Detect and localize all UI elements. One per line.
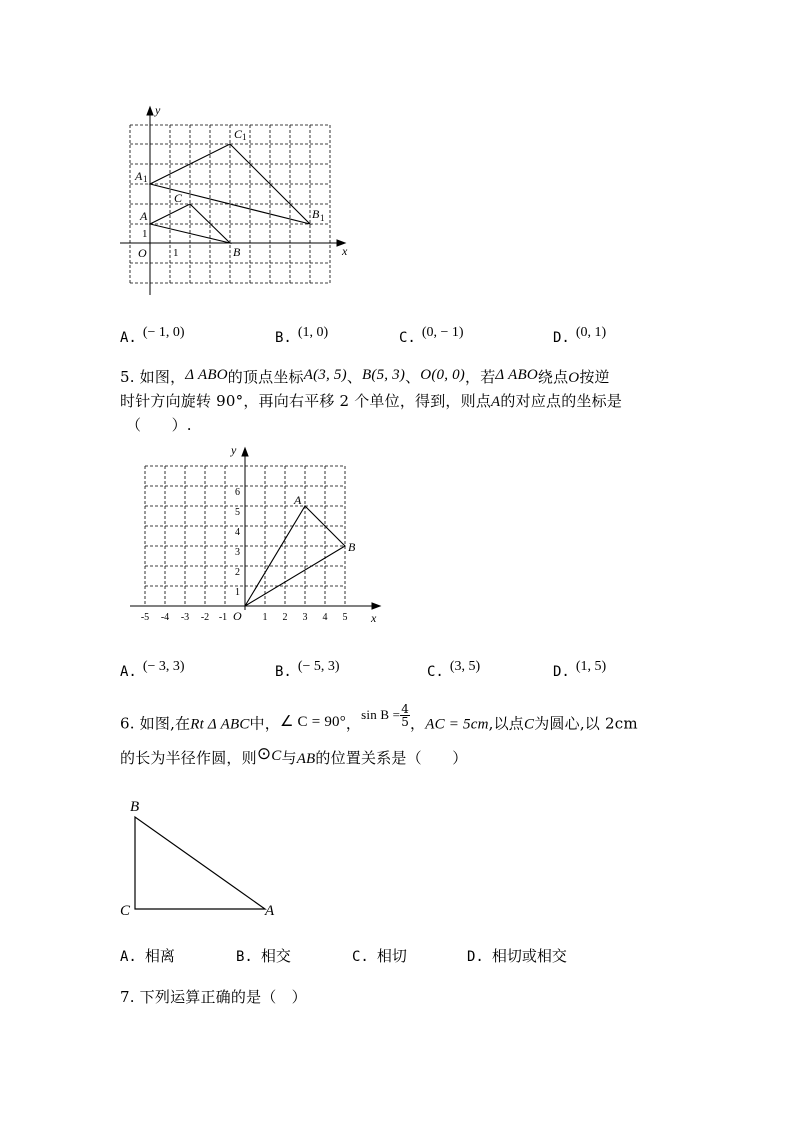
- q5-text: 5. 如图，: [120, 368, 186, 386]
- q5-text: 绕点: [537, 368, 569, 386]
- q6-text: ，: [410, 714, 426, 733]
- q6-text: 中，: [249, 714, 280, 733]
- q5-option-a[interactable]: [120, 659, 185, 681]
- option-value: (3, 5): [449, 659, 481, 674]
- q6-text: ，: [345, 714, 362, 733]
- q6-c: C: [524, 716, 535, 733]
- q6-line-2: [120, 744, 468, 768]
- q5-option-c[interactable]: [427, 659, 481, 681]
- q6-c: C: [271, 748, 282, 764]
- fig1-sub-b1: 1: [320, 213, 325, 223]
- q6-option-b[interactable]: [236, 945, 291, 966]
- fig2-y-tick: 5: [235, 507, 240, 518]
- fig2-y-tick: 6: [235, 487, 240, 498]
- q4-option-c[interactable]: [399, 325, 464, 347]
- q5-line-2: [120, 390, 622, 411]
- circle-dot-icon: ⊙: [256, 744, 272, 763]
- fig1-point-c1: C: [234, 127, 243, 141]
- option-label: C.: [427, 664, 444, 680]
- q6-text: 的长为半径作圆，则: [120, 749, 257, 767]
- q4-option-a[interactable]: [120, 325, 185, 347]
- fig1-y-label: y: [155, 103, 161, 117]
- fig2-x-tick: -1: [218, 612, 228, 623]
- q6-rt-triangle: Rt Δ ABC: [190, 716, 250, 733]
- q6-text: ,以点: [488, 714, 525, 733]
- option-label: D.: [467, 949, 484, 965]
- fig2-x-label: x: [371, 611, 377, 625]
- q5-text: 的顶点坐标: [227, 368, 304, 386]
- option-label: B.: [275, 330, 292, 346]
- fig2-x-tick: -3: [180, 612, 190, 623]
- q6-ab: AB: [296, 751, 316, 767]
- q5-text: ，若: [465, 368, 496, 386]
- fig2-point-a: A: [294, 493, 302, 507]
- q6-fraction: [400, 703, 410, 728]
- fig1-origin-label: O: [138, 246, 147, 260]
- option-value: 相交: [260, 947, 291, 965]
- fig2-y-tick: 4: [235, 527, 240, 538]
- option-value: (− 3, 3): [142, 659, 185, 674]
- q5-text: 按逆: [579, 368, 610, 386]
- option-label: A.: [120, 330, 137, 346]
- fig2-origin-label: O: [233, 609, 242, 623]
- option-value: (− 1, 0): [142, 325, 185, 340]
- q6-text: 6. 如图,在: [120, 714, 191, 733]
- q5-text: 、: [405, 368, 421, 386]
- option-value: (0, − 1): [421, 325, 464, 340]
- fig1-point-a1: A: [135, 169, 143, 183]
- q5-option-d[interactable]: [553, 659, 607, 681]
- q5-point-b: B(5, 3): [362, 367, 406, 383]
- fig2-x-tick: 3: [302, 612, 308, 623]
- fig3-point-c: C: [120, 903, 131, 919]
- fig1-point-c: C: [174, 191, 183, 205]
- q6-line-1: [120, 702, 638, 737]
- fig3-point-b: B: [130, 799, 140, 815]
- fig2-x-tick: 4: [322, 612, 328, 623]
- q5-point-o: O(0, 0): [420, 367, 466, 383]
- fig2-x-tick: 2: [282, 612, 288, 623]
- fig1-sub-c1: 1: [242, 132, 247, 142]
- fig1-y-tick-1: 1: [142, 228, 148, 240]
- figure-3-triangle: [115, 795, 295, 925]
- fig2-x-tick: 5: [342, 612, 348, 623]
- fig2-y-tick: 1: [235, 587, 240, 598]
- q6-option-d[interactable]: [467, 945, 567, 966]
- q6-angle: ∠ C = 90°: [279, 713, 346, 730]
- q5-triangle: Δ ABO: [185, 367, 228, 383]
- q4-option-d[interactable]: [553, 325, 607, 347]
- q6-denominator: 5: [401, 715, 410, 729]
- q6-text: 与: [281, 749, 297, 767]
- option-value: (0, 1): [575, 325, 607, 340]
- q6-option-a[interactable]: [120, 945, 175, 966]
- option-label: C.: [399, 330, 416, 346]
- option-label: A.: [120, 664, 137, 680]
- fig1-x-tick-1: 1: [173, 247, 179, 259]
- fig1-point-a: A: [140, 209, 148, 223]
- fig2-y-tick: 2: [235, 567, 240, 578]
- option-value: 相切或相交: [491, 947, 567, 965]
- q6-text: 为圆心,以 2cm: [534, 714, 638, 733]
- option-label: B.: [275, 664, 292, 680]
- q6-ac: AC = 5cm: [425, 716, 489, 733]
- fig1-point-b: B: [233, 245, 241, 259]
- option-value: (1, 5): [575, 659, 607, 674]
- option-value: (1, 0): [297, 325, 329, 340]
- q5-line-1: [120, 366, 610, 387]
- fig2-x-tick: 1: [262, 612, 268, 623]
- fig3-right-triangle: [135, 817, 265, 909]
- q6-text: 的位置关系是（ ）: [315, 749, 468, 767]
- fig2-x-tick: -4: [160, 612, 170, 623]
- fig1-point-b1: B: [312, 207, 320, 221]
- option-label: A.: [120, 949, 137, 965]
- q5-o: O: [568, 370, 580, 386]
- q5-line-3: （ ）.: [126, 416, 192, 434]
- option-value: 相离: [144, 947, 175, 965]
- option-label: B.: [236, 949, 253, 965]
- q6-numerator: 4: [401, 702, 410, 716]
- q5-text: 的对应点的坐标是: [500, 392, 623, 410]
- fig1-x-label: x: [342, 244, 348, 258]
- q6-sin: sin B =: [361, 706, 401, 722]
- q5-a: A: [491, 394, 501, 410]
- fig2-point-b: B: [348, 540, 356, 554]
- q5-triangle: Δ ABO: [495, 367, 538, 383]
- option-label: C.: [352, 949, 369, 965]
- figure-1-graph: [110, 100, 360, 300]
- fig1-sub-a1: 1: [143, 174, 148, 184]
- fig2-y-tick: 3: [235, 547, 240, 558]
- option-value: (− 5, 3): [297, 659, 340, 674]
- fig1-axes: [120, 107, 345, 295]
- fig2-x-tick: -2: [200, 612, 210, 623]
- option-label: D.: [553, 664, 570, 680]
- figure-2-graph: [120, 440, 390, 630]
- q7-question: 7. 下列运算正确的是（ ）: [120, 988, 307, 1006]
- q5-point-a: A(3, 5): [303, 367, 347, 383]
- q6-option-c[interactable]: [352, 945, 407, 966]
- fig2-y-label: y: [231, 443, 237, 457]
- option-label: D.: [553, 330, 570, 346]
- q4-option-b[interactable]: [275, 325, 329, 347]
- fig3-point-a: A: [265, 903, 275, 919]
- fig2-x-tick: -5: [140, 612, 150, 623]
- option-value: 相切: [376, 947, 407, 965]
- q5-option-b[interactable]: [275, 659, 340, 681]
- fig2-triangle: [245, 506, 345, 606]
- q5-text: 、: [346, 368, 363, 386]
- q5-text: 时针方向旋转 90°，再向右平移 2 个单位，得到，则点: [120, 392, 492, 410]
